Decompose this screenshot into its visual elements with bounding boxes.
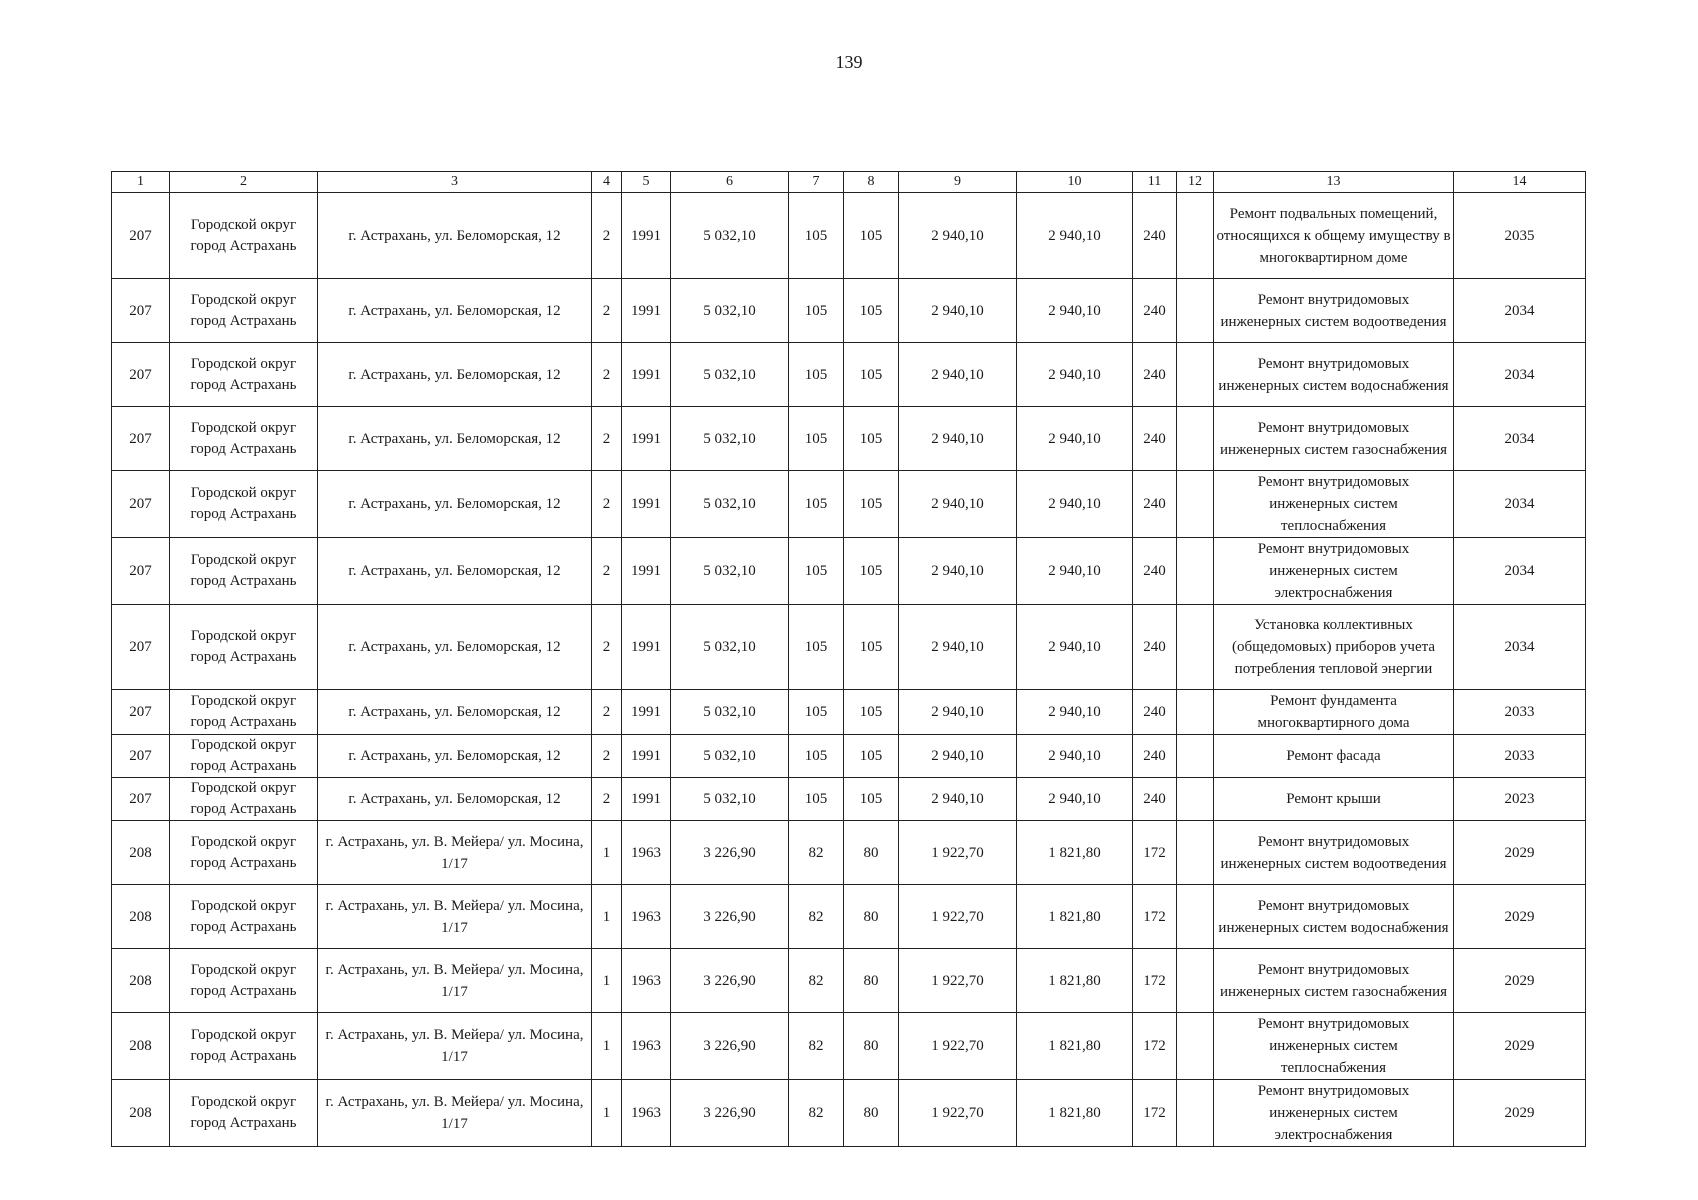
cell-col-6: 5 032,10 — [671, 735, 789, 778]
cell-col-10: 1 821,80 — [1017, 949, 1133, 1013]
house-number: 208 — [112, 1080, 170, 1147]
planned-year: 2034 — [1454, 605, 1586, 690]
cell-col-8: 105 — [844, 735, 899, 778]
house-number: 207 — [112, 605, 170, 690]
cell-col-6: 5 032,10 — [671, 778, 789, 821]
cell-col-4: 2 — [592, 193, 622, 279]
cell-col-10: 1 821,80 — [1017, 1013, 1133, 1080]
cell-col-11: 240 — [1133, 605, 1177, 690]
table-body — [112, 193, 1586, 1147]
cell-col-12 — [1177, 949, 1214, 1013]
column-number-row — [112, 172, 1586, 193]
column-number: 9 — [899, 172, 1017, 193]
cell-col-7: 105 — [789, 690, 844, 735]
cell-col-7: 105 — [789, 538, 844, 605]
cell-col-7: 105 — [789, 471, 844, 538]
municipality: Городской округ город Астрахань — [170, 279, 318, 343]
cell-col-8: 105 — [844, 690, 899, 735]
municipality: Городской округ город Астрахань — [170, 821, 318, 885]
cell-col-12 — [1177, 778, 1214, 821]
address: г. Астрахань, ул. Беломорская, 12 — [318, 735, 592, 778]
table-row — [112, 407, 1586, 471]
cell-col-8: 105 — [844, 279, 899, 343]
work-type: Ремонт внутридомовых инженерных систем электроснабжения — [1214, 538, 1454, 605]
table-row — [112, 538, 1586, 605]
cell-col-4: 2 — [592, 690, 622, 735]
cell-col-4: 2 — [592, 778, 622, 821]
cell-col-7: 105 — [789, 735, 844, 778]
cell-col-11: 240 — [1133, 343, 1177, 407]
planned-year: 2035 — [1454, 193, 1586, 279]
page-number: 139 — [835, 52, 863, 72]
cell-col-10: 2 940,10 — [1017, 778, 1133, 821]
column-number: 6 — [671, 172, 789, 193]
cell-col-9: 2 940,10 — [899, 690, 1017, 735]
address: г. Астрахань, ул. В. Мейера/ ул. Мосина, 1/17 — [318, 1013, 592, 1080]
municipality: Городской округ город Астрахань — [170, 605, 318, 690]
house-number: 207 — [112, 279, 170, 343]
address: г. Астрахань, ул. В. Мейера/ ул. Мосина, 1/17 — [318, 821, 592, 885]
cell-col-4: 1 — [592, 821, 622, 885]
cell-col-12 — [1177, 735, 1214, 778]
work-type: Ремонт внутридомовых инженерных систем водоотведения — [1214, 821, 1454, 885]
cell-col-9: 2 940,10 — [899, 471, 1017, 538]
cell-col-6: 3 226,90 — [671, 885, 789, 949]
cell-col-12 — [1177, 471, 1214, 538]
cell-col-10: 2 940,10 — [1017, 538, 1133, 605]
cell-col-11: 240 — [1133, 690, 1177, 735]
table-row — [112, 821, 1586, 885]
cell-col-4: 1 — [592, 1013, 622, 1080]
year-built: 1963 — [622, 949, 671, 1013]
cell-col-6: 5 032,10 — [671, 193, 789, 279]
year-built: 1963 — [622, 1013, 671, 1080]
planned-year: 2034 — [1454, 279, 1586, 343]
house-number: 207 — [112, 690, 170, 735]
column-number: 3 — [318, 172, 592, 193]
year-built: 1991 — [622, 471, 671, 538]
work-type: Ремонт внутридомовых инженерных систем электроснабжения — [1214, 1080, 1454, 1147]
planned-year: 2034 — [1454, 407, 1586, 471]
cell-col-12 — [1177, 538, 1214, 605]
year-built: 1963 — [622, 821, 671, 885]
cell-col-8: 80 — [844, 885, 899, 949]
cell-col-7: 105 — [789, 778, 844, 821]
address: г. Астрахань, ул. Беломорская, 12 — [318, 605, 592, 690]
table-row — [112, 605, 1586, 690]
cell-col-8: 105 — [844, 343, 899, 407]
address: г. Астрахань, ул. Беломорская, 12 — [318, 778, 592, 821]
cell-col-7: 105 — [789, 605, 844, 690]
cell-col-11: 240 — [1133, 778, 1177, 821]
cell-col-6: 3 226,90 — [671, 949, 789, 1013]
column-number: 2 — [170, 172, 318, 193]
cell-col-4: 1 — [592, 949, 622, 1013]
cell-col-11: 172 — [1133, 885, 1177, 949]
house-number: 207 — [112, 407, 170, 471]
cell-col-9: 2 940,10 — [899, 279, 1017, 343]
cell-col-6: 3 226,90 — [671, 1013, 789, 1080]
cell-col-11: 240 — [1133, 735, 1177, 778]
cell-col-4: 2 — [592, 605, 622, 690]
year-built: 1963 — [622, 885, 671, 949]
table-row — [112, 1080, 1586, 1147]
cell-col-4: 2 — [592, 407, 622, 471]
year-built: 1991 — [622, 343, 671, 407]
cell-col-9: 2 940,10 — [899, 778, 1017, 821]
planned-year: 2033 — [1454, 735, 1586, 778]
work-type: Ремонт внутридомовых инженерных систем теплоснабжения — [1214, 1013, 1454, 1080]
planned-year: 2029 — [1454, 949, 1586, 1013]
cell-col-12 — [1177, 690, 1214, 735]
address: г. Астрахань, ул. В. Мейера/ ул. Мосина, 1/17 — [318, 1080, 592, 1147]
cell-col-12 — [1177, 343, 1214, 407]
cell-col-8: 105 — [844, 193, 899, 279]
year-built: 1991 — [622, 735, 671, 778]
cell-col-9: 1 922,70 — [899, 885, 1017, 949]
house-number: 208 — [112, 949, 170, 1013]
address: г. Астрахань, ул. Беломорская, 12 — [318, 538, 592, 605]
cell-col-9: 2 940,10 — [899, 605, 1017, 690]
municipality: Городской округ город Астрахань — [170, 778, 318, 821]
cell-col-6: 5 032,10 — [671, 605, 789, 690]
cell-col-6: 5 032,10 — [671, 471, 789, 538]
cell-col-10: 2 940,10 — [1017, 279, 1133, 343]
cell-col-11: 172 — [1133, 1013, 1177, 1080]
work-type: Установка коллективных (общедомовых) приборов учета потребления тепловой энергии — [1214, 605, 1454, 690]
cell-col-6: 5 032,10 — [671, 690, 789, 735]
table-row — [112, 949, 1586, 1013]
address: г. Астрахань, ул. Беломорская, 12 — [318, 279, 592, 343]
cell-col-4: 2 — [592, 279, 622, 343]
cell-col-10: 2 940,10 — [1017, 605, 1133, 690]
cell-col-12 — [1177, 193, 1214, 279]
planned-year: 2034 — [1454, 471, 1586, 538]
cell-col-11: 240 — [1133, 193, 1177, 279]
address: г. Астрахань, ул. Беломорская, 12 — [318, 471, 592, 538]
cell-col-10: 2 940,10 — [1017, 690, 1133, 735]
cell-col-10: 2 940,10 — [1017, 343, 1133, 407]
cell-col-7: 105 — [789, 343, 844, 407]
municipality: Городской округ город Астрахань — [170, 1013, 318, 1080]
table-row — [112, 885, 1586, 949]
planned-year: 2029 — [1454, 821, 1586, 885]
cell-col-8: 80 — [844, 1013, 899, 1080]
planned-year: 2029 — [1454, 1080, 1586, 1147]
cell-col-10: 1 821,80 — [1017, 885, 1133, 949]
work-type: Ремонт фасада — [1214, 735, 1454, 778]
cell-col-11: 172 — [1133, 949, 1177, 1013]
house-number: 207 — [112, 778, 170, 821]
address: г. Астрахань, ул. В. Мейера/ ул. Мосина, 1/17 — [318, 949, 592, 1013]
work-type: Ремонт внутридомовых инженерных систем теплоснабжения — [1214, 471, 1454, 538]
cell-col-4: 2 — [592, 471, 622, 538]
cell-col-9: 1 922,70 — [899, 821, 1017, 885]
cell-col-9: 1 922,70 — [899, 1080, 1017, 1147]
house-number: 208 — [112, 885, 170, 949]
planned-year: 2023 — [1454, 778, 1586, 821]
cell-col-11: 240 — [1133, 538, 1177, 605]
column-number: 13 — [1214, 172, 1454, 193]
work-type: Ремонт внутридомовых инженерных систем газоснабжения — [1214, 407, 1454, 471]
work-type: Ремонт внутридомовых инженерных систем водоснабжения — [1214, 885, 1454, 949]
house-number: 207 — [112, 735, 170, 778]
cell-col-8: 80 — [844, 821, 899, 885]
house-number: 207 — [112, 471, 170, 538]
house-number: 208 — [112, 1013, 170, 1080]
year-built: 1991 — [622, 193, 671, 279]
table-header — [112, 172, 1586, 193]
cell-col-8: 105 — [844, 778, 899, 821]
house-number: 207 — [112, 193, 170, 279]
cell-col-8: 80 — [844, 1080, 899, 1147]
cell-col-6: 3 226,90 — [671, 1080, 789, 1147]
table-row — [112, 690, 1586, 735]
column-number: 5 — [622, 172, 671, 193]
cell-col-8: 105 — [844, 605, 899, 690]
house-number: 207 — [112, 343, 170, 407]
cell-col-6: 5 032,10 — [671, 538, 789, 605]
planned-year: 2029 — [1454, 885, 1586, 949]
municipality: Городской округ город Астрахань — [170, 471, 318, 538]
table-row — [112, 193, 1586, 279]
year-built: 1991 — [622, 538, 671, 605]
table-row — [112, 471, 1586, 538]
cell-col-8: 105 — [844, 407, 899, 471]
column-number: 1 — [112, 172, 170, 193]
work-type: Ремонт внутридомовых инженерных систем водоснабжения — [1214, 343, 1454, 407]
cell-col-12 — [1177, 1080, 1214, 1147]
table-row — [112, 1013, 1586, 1080]
house-number: 208 — [112, 821, 170, 885]
cell-col-12 — [1177, 1013, 1214, 1080]
capital-repair-table — [111, 171, 1586, 1147]
table-row — [112, 778, 1586, 821]
work-type: Ремонт внутридомовых инженерных систем водоотведения — [1214, 279, 1454, 343]
cell-col-4: 1 — [592, 885, 622, 949]
cell-col-12 — [1177, 407, 1214, 471]
municipality: Городской округ город Астрахань — [170, 193, 318, 279]
column-number: 11 — [1133, 172, 1177, 193]
cell-col-9: 2 940,10 — [899, 343, 1017, 407]
address: г. Астрахань, ул. Беломорская, 12 — [318, 193, 592, 279]
year-built: 1991 — [622, 407, 671, 471]
house-number: 207 — [112, 538, 170, 605]
cell-col-8: 80 — [844, 949, 899, 1013]
cell-col-11: 240 — [1133, 471, 1177, 538]
municipality: Городской округ город Астрахань — [170, 407, 318, 471]
cell-col-11: 172 — [1133, 821, 1177, 885]
address: г. Астрахань, ул. В. Мейера/ ул. Мосина, 1/17 — [318, 885, 592, 949]
work-type: Ремонт подвальных помещений, относящихся к общему имуществу в многоквартирном доме — [1214, 193, 1454, 279]
cell-col-4: 2 — [592, 735, 622, 778]
cell-col-8: 105 — [844, 538, 899, 605]
cell-col-12 — [1177, 885, 1214, 949]
cell-col-12 — [1177, 279, 1214, 343]
year-built: 1991 — [622, 605, 671, 690]
cell-col-12 — [1177, 605, 1214, 690]
planned-year: 2029 — [1454, 1013, 1586, 1080]
cell-col-6: 5 032,10 — [671, 279, 789, 343]
cell-col-7: 105 — [789, 279, 844, 343]
year-built: 1991 — [622, 279, 671, 343]
planned-year: 2033 — [1454, 690, 1586, 735]
table-row — [112, 735, 1586, 778]
municipality: Городской округ город Астрахань — [170, 735, 318, 778]
cell-col-4: 2 — [592, 343, 622, 407]
planned-year: 2034 — [1454, 538, 1586, 605]
cell-col-10: 2 940,10 — [1017, 193, 1133, 279]
cell-col-7: 105 — [789, 407, 844, 471]
year-built: 1963 — [622, 1080, 671, 1147]
column-number: 8 — [844, 172, 899, 193]
work-type: Ремонт внутридомовых инженерных систем газоснабжения — [1214, 949, 1454, 1013]
cell-col-9: 2 940,10 — [899, 538, 1017, 605]
cell-col-7: 82 — [789, 885, 844, 949]
cell-col-7: 105 — [789, 193, 844, 279]
year-built: 1991 — [622, 778, 671, 821]
cell-col-12 — [1177, 821, 1214, 885]
address: г. Астрахань, ул. Беломорская, 12 — [318, 690, 592, 735]
address: г. Астрахань, ул. Беломорская, 12 — [318, 343, 592, 407]
municipality: Городской округ город Астрахань — [170, 949, 318, 1013]
cell-col-10: 1 821,80 — [1017, 1080, 1133, 1147]
municipality: Городской округ город Астрахань — [170, 343, 318, 407]
cell-col-11: 240 — [1133, 279, 1177, 343]
municipality: Городской округ город Астрахань — [170, 1080, 318, 1147]
column-number: 14 — [1454, 172, 1586, 193]
municipality: Городской округ город Астрахань — [170, 690, 318, 735]
work-type: Ремонт фундамента многоквартирного дома — [1214, 690, 1454, 735]
cell-col-9: 1 922,70 — [899, 949, 1017, 1013]
cell-col-10: 2 940,10 — [1017, 735, 1133, 778]
municipality: Городской округ город Астрахань — [170, 885, 318, 949]
cell-col-11: 240 — [1133, 407, 1177, 471]
column-number: 4 — [592, 172, 622, 193]
cell-col-7: 82 — [789, 1013, 844, 1080]
column-number: 12 — [1177, 172, 1214, 193]
planned-year: 2034 — [1454, 343, 1586, 407]
cell-col-6: 5 032,10 — [671, 407, 789, 471]
cell-col-10: 2 940,10 — [1017, 471, 1133, 538]
work-type: Ремонт крыши — [1214, 778, 1454, 821]
address: г. Астрахань, ул. Беломорская, 12 — [318, 407, 592, 471]
cell-col-7: 82 — [789, 1080, 844, 1147]
cell-col-6: 3 226,90 — [671, 821, 789, 885]
cell-col-9: 2 940,10 — [899, 735, 1017, 778]
cell-col-4: 2 — [592, 538, 622, 605]
column-number: 7 — [789, 172, 844, 193]
cell-col-9: 2 940,10 — [899, 407, 1017, 471]
cell-col-10: 2 940,10 — [1017, 407, 1133, 471]
table-row — [112, 343, 1586, 407]
cell-col-11: 172 — [1133, 1080, 1177, 1147]
municipality: Городской округ город Астрахань — [170, 538, 318, 605]
table-row — [112, 279, 1586, 343]
cell-col-7: 82 — [789, 949, 844, 1013]
cell-col-6: 5 032,10 — [671, 343, 789, 407]
column-number: 10 — [1017, 172, 1133, 193]
cell-col-9: 2 940,10 — [899, 193, 1017, 279]
year-built: 1991 — [622, 690, 671, 735]
cell-col-10: 1 821,80 — [1017, 821, 1133, 885]
cell-col-8: 105 — [844, 471, 899, 538]
cell-col-9: 1 922,70 — [899, 1013, 1017, 1080]
cell-col-4: 1 — [592, 1080, 622, 1147]
cell-col-7: 82 — [789, 821, 844, 885]
